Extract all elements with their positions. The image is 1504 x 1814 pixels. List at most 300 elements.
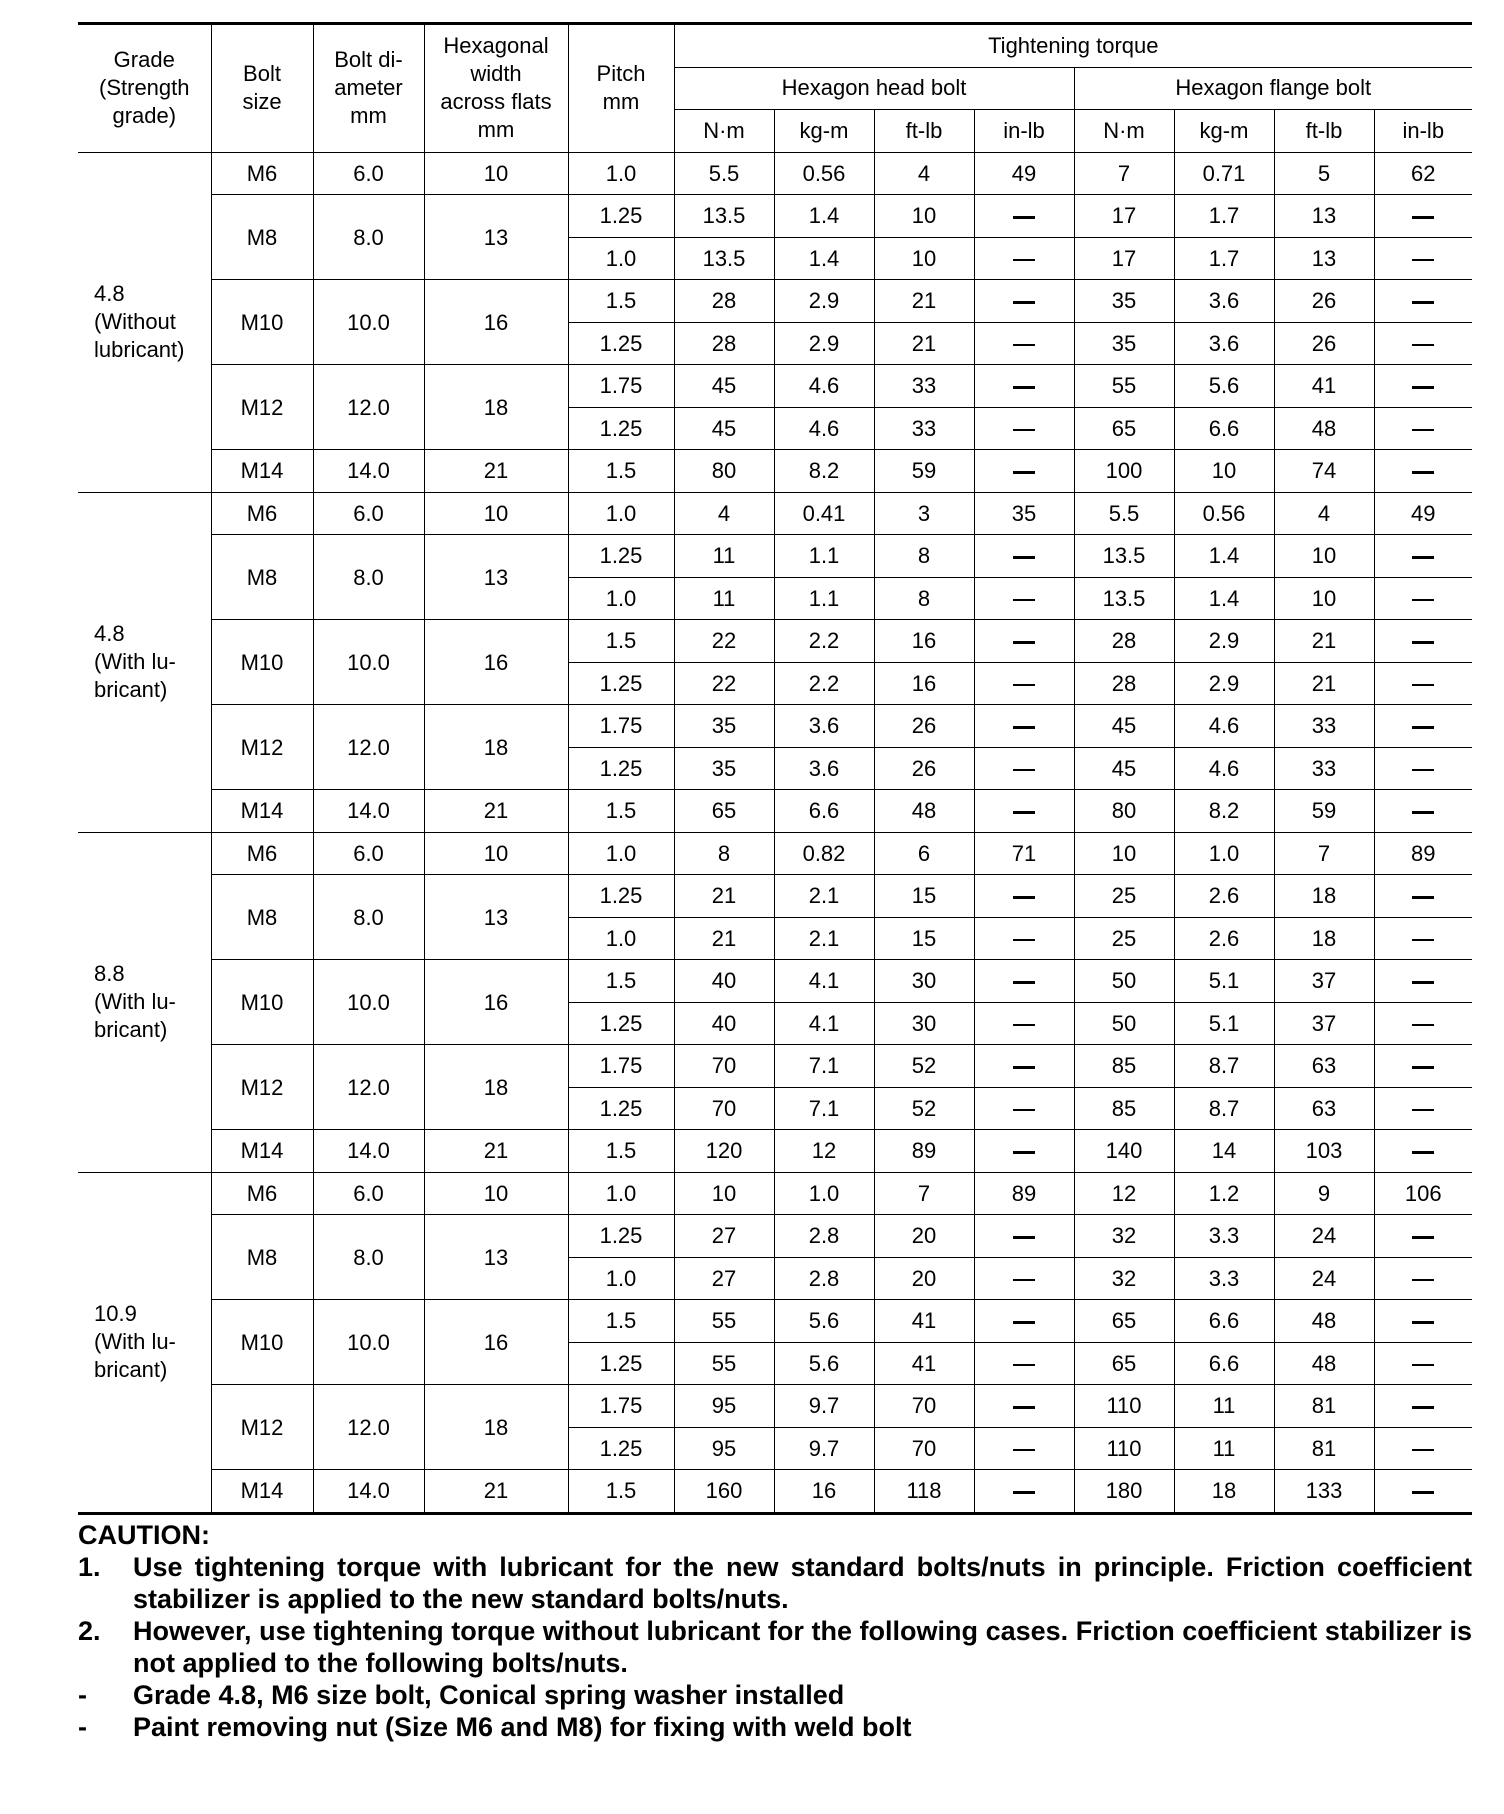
dash-mark xyxy=(1412,1449,1434,1450)
caution-item xyxy=(78,1679,1472,1711)
torque-flange-inlb-cell xyxy=(1374,237,1472,280)
torque-head-ftlb-cell: 30 xyxy=(874,960,974,1003)
dash-mark xyxy=(1013,1449,1035,1450)
torque-flange-ftlb-cell: 13 xyxy=(1274,237,1374,280)
torque-flange-inlb-cell xyxy=(1374,280,1472,323)
torque-flange-kgm-cell: 1.4 xyxy=(1174,577,1274,620)
bolt-size-cell: M10 xyxy=(211,1300,313,1385)
torque-flange-inlb-cell: 62 xyxy=(1374,152,1472,195)
bolt-diameter-cell: 14.0 xyxy=(313,790,424,833)
hex-width-cell: 18 xyxy=(424,365,568,450)
torque-flange-ftlb-cell: 48 xyxy=(1274,1300,1374,1343)
dash-mark xyxy=(1013,471,1035,474)
hex-width-cell: 16 xyxy=(424,960,568,1045)
dash-mark xyxy=(1412,641,1434,644)
torque-document xyxy=(78,22,1472,1743)
torque-flange-nm-cell: 32 xyxy=(1074,1215,1174,1258)
torque-flange-kgm-cell: 5.1 xyxy=(1174,960,1274,1003)
torque-head-inlb-cell xyxy=(974,1385,1074,1428)
header-bolt-size: Bolt size xyxy=(211,24,313,153)
torque-flange-inlb-cell xyxy=(1374,705,1472,748)
bolt-diameter-cell: 6.0 xyxy=(313,492,424,535)
table-row xyxy=(78,1045,1472,1088)
torque-flange-ftlb-cell: 41 xyxy=(1274,365,1374,408)
pitch-cell: 1.25 xyxy=(568,747,674,790)
torque-flange-nm-cell: 110 xyxy=(1074,1385,1174,1428)
torque-flange-nm-cell: 5.5 xyxy=(1074,492,1174,535)
dash-mark xyxy=(1412,216,1434,219)
torque-flange-inlb-cell xyxy=(1374,917,1472,960)
bolt-size-cell: M14 xyxy=(211,1130,313,1173)
torque-flange-nm-cell: 85 xyxy=(1074,1045,1174,1088)
torque-flange-inlb-cell xyxy=(1374,577,1472,620)
pitch-cell: 1.5 xyxy=(568,1300,674,1343)
dash-mark xyxy=(1412,1236,1434,1239)
torque-head-nm-cell: 11 xyxy=(674,577,774,620)
pitch-cell: 1.25 xyxy=(568,662,674,705)
torque-head-inlb-cell xyxy=(974,535,1074,578)
torque-flange-ftlb-cell: 21 xyxy=(1274,662,1374,705)
torque-head-nm-cell: 35 xyxy=(674,747,774,790)
caution-item-text: Grade 4.8, M6 size bolt, Conical spring washer installed xyxy=(133,1679,845,1710)
table-row xyxy=(78,1385,1472,1428)
dash-mark xyxy=(1412,811,1434,814)
torque-flange-kgm-cell: 18 xyxy=(1174,1470,1274,1514)
dash-mark xyxy=(1412,1406,1434,1409)
torque-head-inlb-cell xyxy=(974,195,1074,238)
torque-flange-kgm-cell: 1.2 xyxy=(1174,1172,1274,1215)
dash-mark xyxy=(1412,429,1434,430)
torque-flange-inlb-cell xyxy=(1374,790,1472,833)
hex-width-cell: 10 xyxy=(424,1172,568,1215)
torque-flange-ftlb-cell: 9 xyxy=(1274,1172,1374,1215)
pitch-cell: 1.75 xyxy=(568,1045,674,1088)
hex-width-cell: 21 xyxy=(424,450,568,493)
torque-head-ftlb-cell: 8 xyxy=(874,535,974,578)
caution-item xyxy=(78,1551,1472,1615)
torque-head-nm-cell: 70 xyxy=(674,1045,774,1088)
tightening-torque-table xyxy=(78,22,1472,1515)
table-row xyxy=(78,1172,1472,1215)
pitch-cell: 1.0 xyxy=(568,152,674,195)
unit-head-kgm: kg-m xyxy=(774,110,874,153)
dash-mark xyxy=(1412,1491,1434,1494)
torque-flange-nm-cell: 100 xyxy=(1074,450,1174,493)
torque-head-ftlb-cell: 52 xyxy=(874,1045,974,1088)
torque-head-inlb-cell xyxy=(974,1215,1074,1258)
torque-flange-inlb-cell xyxy=(1374,1045,1472,1088)
bolt-size-cell: M6 xyxy=(211,492,313,535)
pitch-cell: 1.5 xyxy=(568,1130,674,1173)
torque-head-nm-cell: 28 xyxy=(674,280,774,323)
torque-flange-inlb-cell xyxy=(1374,407,1472,450)
torque-flange-ftlb-cell: 10 xyxy=(1274,577,1374,620)
torque-head-kgm-cell: 2.9 xyxy=(774,280,874,323)
pitch-cell: 1.0 xyxy=(568,237,674,280)
bolt-diameter-cell: 8.0 xyxy=(313,1215,424,1300)
torque-flange-inlb-cell: 89 xyxy=(1374,832,1472,875)
torque-head-kgm-cell: 2.1 xyxy=(774,875,874,918)
hex-width-cell: 21 xyxy=(424,1130,568,1173)
torque-head-inlb-cell xyxy=(974,1045,1074,1088)
dash-mark xyxy=(1412,1364,1434,1365)
pitch-cell: 1.25 xyxy=(568,1087,674,1130)
pitch-cell: 1.5 xyxy=(568,620,674,663)
caution-item-marker: 1. xyxy=(78,1551,101,1582)
torque-head-inlb-cell xyxy=(974,747,1074,790)
dash-mark xyxy=(1013,1024,1035,1025)
torque-flange-kgm-cell: 2.6 xyxy=(1174,917,1274,960)
torque-flange-inlb-cell xyxy=(1374,1002,1472,1045)
torque-head-ftlb-cell: 33 xyxy=(874,365,974,408)
pitch-cell: 1.5 xyxy=(568,960,674,1003)
hex-width-cell: 21 xyxy=(424,790,568,833)
torque-head-ftlb-cell: 15 xyxy=(874,917,974,960)
bolt-diameter-cell: 8.0 xyxy=(313,195,424,280)
torque-head-ftlb-cell: 89 xyxy=(874,1130,974,1173)
torque-head-inlb-cell xyxy=(974,237,1074,280)
unit-head-ftlb: ft-lb xyxy=(874,110,974,153)
torque-head-nm-cell: 55 xyxy=(674,1300,774,1343)
torque-flange-nm-cell: 80 xyxy=(1074,790,1174,833)
torque-flange-kgm-cell: 6.6 xyxy=(1174,1342,1274,1385)
dash-mark xyxy=(1013,896,1035,899)
pitch-cell: 1.75 xyxy=(568,705,674,748)
table-row xyxy=(78,875,1472,918)
torque-flange-kgm-cell: 8.2 xyxy=(1174,790,1274,833)
bolt-diameter-cell: 8.0 xyxy=(313,535,424,620)
torque-flange-inlb-cell xyxy=(1374,1130,1472,1173)
bolt-size-cell: M6 xyxy=(211,1172,313,1215)
torque-flange-ftlb-cell: 18 xyxy=(1274,875,1374,918)
torque-head-kgm-cell: 9.7 xyxy=(774,1385,874,1428)
bolt-size-cell: M14 xyxy=(211,1470,313,1514)
torque-head-ftlb-cell: 41 xyxy=(874,1342,974,1385)
torque-flange-nm-cell: 180 xyxy=(1074,1470,1174,1514)
torque-flange-ftlb-cell: 33 xyxy=(1274,705,1374,748)
torque-head-nm-cell: 160 xyxy=(674,1470,774,1514)
torque-head-kgm-cell: 6.6 xyxy=(774,790,874,833)
torque-head-inlb-cell: 71 xyxy=(974,832,1074,875)
table-row xyxy=(78,790,1472,833)
torque-head-kgm-cell: 5.6 xyxy=(774,1300,874,1343)
dash-mark xyxy=(1013,684,1035,685)
dash-mark xyxy=(1013,599,1035,600)
torque-flange-ftlb-cell: 5 xyxy=(1274,152,1374,195)
table-row xyxy=(78,365,1472,408)
table-row xyxy=(78,535,1472,578)
torque-head-inlb-cell xyxy=(974,1257,1074,1300)
dash-mark xyxy=(1013,301,1035,304)
torque-head-nm-cell: 13.5 xyxy=(674,195,774,238)
torque-flange-kgm-cell: 5.1 xyxy=(1174,1002,1274,1045)
unit-head-inlb: in-lb xyxy=(974,110,1074,153)
table-body xyxy=(78,152,1472,1513)
pitch-cell: 1.25 xyxy=(568,1002,674,1045)
bolt-diameter-cell: 12.0 xyxy=(313,1045,424,1130)
table-row xyxy=(78,1300,1472,1343)
torque-head-nm-cell: 4 xyxy=(674,492,774,535)
torque-flange-nm-cell: 45 xyxy=(1074,705,1174,748)
torque-head-inlb-cell xyxy=(974,577,1074,620)
torque-flange-nm-cell: 35 xyxy=(1074,322,1174,365)
torque-flange-kgm-cell: 1.0 xyxy=(1174,832,1274,875)
torque-head-nm-cell: 8 xyxy=(674,832,774,875)
pitch-cell: 1.5 xyxy=(568,450,674,493)
torque-flange-kgm-cell: 3.3 xyxy=(1174,1257,1274,1300)
pitch-cell: 1.0 xyxy=(568,1257,674,1300)
torque-head-ftlb-cell: 20 xyxy=(874,1257,974,1300)
torque-head-kgm-cell: 8.2 xyxy=(774,450,874,493)
torque-flange-inlb-cell xyxy=(1374,960,1472,1003)
torque-flange-inlb-cell xyxy=(1374,365,1472,408)
torque-head-nm-cell: 22 xyxy=(674,662,774,705)
table-row xyxy=(78,705,1472,748)
torque-head-nm-cell: 55 xyxy=(674,1342,774,1385)
torque-head-ftlb-cell: 26 xyxy=(874,705,974,748)
torque-head-ftlb-cell: 15 xyxy=(874,875,974,918)
torque-flange-inlb-cell: 49 xyxy=(1374,492,1472,535)
unit-flange-inlb: in-lb xyxy=(1374,110,1472,153)
caution-item-marker: - xyxy=(78,1679,87,1710)
unit-flange-nm: N·m xyxy=(1074,110,1174,153)
torque-head-kgm-cell: 2.9 xyxy=(774,322,874,365)
dash-mark xyxy=(1412,684,1434,685)
torque-flange-ftlb-cell: 10 xyxy=(1274,535,1374,578)
pitch-cell: 1.5 xyxy=(568,1470,674,1514)
table-row xyxy=(78,492,1472,535)
torque-head-ftlb-cell: 70 xyxy=(874,1385,974,1428)
header-pitch: Pitch mm xyxy=(568,24,674,153)
hex-width-cell: 21 xyxy=(424,1470,568,1514)
torque-head-nm-cell: 21 xyxy=(674,917,774,960)
table-row xyxy=(78,960,1472,1003)
torque-flange-ftlb-cell: 59 xyxy=(1274,790,1374,833)
bolt-diameter-cell: 10.0 xyxy=(313,1300,424,1385)
dash-mark xyxy=(1412,1279,1434,1280)
dash-mark xyxy=(1013,1236,1035,1239)
dash-mark xyxy=(1013,981,1035,984)
torque-head-kgm-cell: 1.4 xyxy=(774,195,874,238)
torque-head-nm-cell: 70 xyxy=(674,1087,774,1130)
hex-width-cell: 18 xyxy=(424,705,568,790)
hex-width-cell: 16 xyxy=(424,620,568,705)
torque-head-kgm-cell: 1.0 xyxy=(774,1172,874,1215)
torque-head-nm-cell: 45 xyxy=(674,365,774,408)
torque-flange-ftlb-cell: 63 xyxy=(1274,1045,1374,1088)
grade-cell: 4.8 (Without lubricant) xyxy=(78,152,211,492)
torque-head-nm-cell: 95 xyxy=(674,1427,774,1470)
torque-flange-kgm-cell: 2.6 xyxy=(1174,875,1274,918)
torque-head-inlb-cell xyxy=(974,960,1074,1003)
torque-head-ftlb-cell: 4 xyxy=(874,152,974,195)
header-bolt-diameter: Bolt di- ameter mm xyxy=(313,24,424,153)
torque-head-nm-cell: 22 xyxy=(674,620,774,663)
pitch-cell: 1.25 xyxy=(568,875,674,918)
dash-mark xyxy=(1013,556,1035,559)
caution-item-marker: - xyxy=(78,1711,87,1742)
torque-head-kgm-cell: 2.2 xyxy=(774,620,874,663)
torque-flange-inlb-cell xyxy=(1374,1257,1472,1300)
torque-flange-kgm-cell: 4.6 xyxy=(1174,705,1274,748)
torque-flange-nm-cell: 32 xyxy=(1074,1257,1174,1300)
table-row xyxy=(78,1215,1472,1258)
torque-flange-ftlb-cell: 33 xyxy=(1274,747,1374,790)
torque-flange-ftlb-cell: 81 xyxy=(1274,1385,1374,1428)
torque-flange-ftlb-cell: 4 xyxy=(1274,492,1374,535)
bolt-diameter-cell: 14.0 xyxy=(313,1470,424,1514)
torque-head-kgm-cell: 1.1 xyxy=(774,535,874,578)
torque-head-nm-cell: 40 xyxy=(674,1002,774,1045)
torque-head-inlb-cell xyxy=(974,322,1074,365)
dash-mark xyxy=(1412,386,1434,389)
torque-flange-nm-cell: 85 xyxy=(1074,1087,1174,1130)
hex-width-cell: 10 xyxy=(424,152,568,195)
torque-flange-ftlb-cell: 13 xyxy=(1274,195,1374,238)
dash-mark xyxy=(1013,1151,1035,1154)
pitch-cell: 1.75 xyxy=(568,365,674,408)
header-hexagon-head-bolt: Hexagon head bolt xyxy=(674,67,1074,110)
torque-head-nm-cell: 35 xyxy=(674,705,774,748)
caution-block xyxy=(78,1519,1472,1743)
torque-head-ftlb-cell: 26 xyxy=(874,747,974,790)
torque-head-ftlb-cell: 41 xyxy=(874,1300,974,1343)
torque-flange-nm-cell: 28 xyxy=(1074,620,1174,663)
torque-flange-nm-cell: 25 xyxy=(1074,875,1174,918)
torque-head-ftlb-cell: 20 xyxy=(874,1215,974,1258)
pitch-cell: 1.5 xyxy=(568,790,674,833)
dash-mark xyxy=(1412,726,1434,729)
torque-head-ftlb-cell: 48 xyxy=(874,790,974,833)
pitch-cell: 1.25 xyxy=(568,322,674,365)
torque-head-nm-cell: 28 xyxy=(674,322,774,365)
torque-flange-inlb-cell xyxy=(1374,450,1472,493)
pitch-cell: 1.0 xyxy=(568,577,674,620)
pitch-cell: 1.0 xyxy=(568,832,674,875)
hex-width-cell: 10 xyxy=(424,492,568,535)
torque-flange-nm-cell: 7 xyxy=(1074,152,1174,195)
unit-head-nm: N·m xyxy=(674,110,774,153)
bolt-diameter-cell: 12.0 xyxy=(313,705,424,790)
dash-mark xyxy=(1412,1066,1434,1069)
dash-mark xyxy=(1013,344,1035,345)
torque-head-inlb-cell xyxy=(974,1427,1074,1470)
dash-mark xyxy=(1412,344,1434,345)
torque-head-kgm-cell: 1.1 xyxy=(774,577,874,620)
torque-head-inlb-cell xyxy=(974,407,1074,450)
pitch-cell: 1.25 xyxy=(568,195,674,238)
header-grade: Grade (Strength grade) xyxy=(78,24,211,153)
torque-head-ftlb-cell: 10 xyxy=(874,195,974,238)
dash-mark xyxy=(1412,769,1434,770)
torque-head-inlb-cell xyxy=(974,280,1074,323)
torque-head-ftlb-cell: 16 xyxy=(874,662,974,705)
dash-mark xyxy=(1013,769,1035,770)
torque-flange-ftlb-cell: 37 xyxy=(1274,960,1374,1003)
torque-head-ftlb-cell: 21 xyxy=(874,322,974,365)
torque-flange-inlb-cell xyxy=(1374,662,1472,705)
torque-head-kgm-cell: 3.6 xyxy=(774,747,874,790)
torque-head-ftlb-cell: 10 xyxy=(874,237,974,280)
dash-mark xyxy=(1412,1321,1434,1324)
caution-item-text: Use tightening torque with lubricant for the new standard bolts/nuts in principle. Friction coefficient stabilizer is applied to the new standard bolts/nuts. xyxy=(133,1551,1472,1614)
torque-flange-inlb-cell xyxy=(1374,1215,1472,1258)
torque-flange-kgm-cell: 1.4 xyxy=(1174,535,1274,578)
torque-head-ftlb-cell: 3 xyxy=(874,492,974,535)
dash-mark xyxy=(1412,599,1434,600)
torque-flange-inlb-cell xyxy=(1374,195,1472,238)
bolt-size-cell: M12 xyxy=(211,1045,313,1130)
torque-head-inlb-cell xyxy=(974,917,1074,960)
torque-head-kgm-cell: 0.56 xyxy=(774,152,874,195)
header-hexagon-flange-bolt: Hexagon flange bolt xyxy=(1074,67,1472,110)
torque-head-kgm-cell: 4.6 xyxy=(774,407,874,450)
torque-head-kgm-cell: 7.1 xyxy=(774,1045,874,1088)
bolt-diameter-cell: 10.0 xyxy=(313,620,424,705)
pitch-cell: 1.75 xyxy=(568,1385,674,1428)
dash-mark xyxy=(1013,641,1035,644)
torque-flange-nm-cell: 55 xyxy=(1074,365,1174,408)
torque-head-nm-cell: 27 xyxy=(674,1257,774,1300)
torque-flange-ftlb-cell: 7 xyxy=(1274,832,1374,875)
torque-head-inlb-cell xyxy=(974,790,1074,833)
hex-width-cell: 13 xyxy=(424,535,568,620)
dash-mark xyxy=(1412,471,1434,474)
dash-mark xyxy=(1412,1151,1434,1154)
torque-head-nm-cell: 80 xyxy=(674,450,774,493)
caution-item-text: However, use tightening torque without lubricant for the following cases. Friction coefficient stabilizer is not applied to the following bolts/nuts. xyxy=(133,1615,1472,1678)
bolt-size-cell: M6 xyxy=(211,152,313,195)
bolt-size-cell: M14 xyxy=(211,790,313,833)
torque-flange-kgm-cell: 6.6 xyxy=(1174,1300,1274,1343)
torque-flange-kgm-cell: 4.6 xyxy=(1174,747,1274,790)
torque-flange-nm-cell: 25 xyxy=(1074,917,1174,960)
hex-width-cell: 13 xyxy=(424,875,568,960)
torque-flange-kgm-cell: 2.9 xyxy=(1174,620,1274,663)
hex-width-cell: 18 xyxy=(424,1385,568,1470)
dash-mark xyxy=(1013,1321,1035,1324)
dash-mark xyxy=(1013,1406,1035,1409)
pitch-cell: 1.25 xyxy=(568,1215,674,1258)
torque-head-nm-cell: 65 xyxy=(674,790,774,833)
bolt-diameter-cell: 10.0 xyxy=(313,280,424,365)
torque-flange-inlb-cell xyxy=(1374,535,1472,578)
bolt-size-cell: M10 xyxy=(211,280,313,365)
torque-flange-kgm-cell: 3.6 xyxy=(1174,280,1274,323)
torque-flange-kgm-cell: 11 xyxy=(1174,1427,1274,1470)
bolt-size-cell: M8 xyxy=(211,875,313,960)
dash-mark xyxy=(1412,1024,1434,1025)
torque-flange-nm-cell: 50 xyxy=(1074,1002,1174,1045)
table-row xyxy=(78,195,1472,238)
hex-width-cell: 16 xyxy=(424,280,568,365)
torque-head-kgm-cell: 4.1 xyxy=(774,1002,874,1045)
torque-head-nm-cell: 5.5 xyxy=(674,152,774,195)
pitch-cell: 1.25 xyxy=(568,535,674,578)
torque-flange-kgm-cell: 8.7 xyxy=(1174,1087,1274,1130)
torque-flange-nm-cell: 12 xyxy=(1074,1172,1174,1215)
torque-head-kgm-cell: 4.1 xyxy=(774,960,874,1003)
table-row xyxy=(78,832,1472,875)
hex-width-cell: 16 xyxy=(424,1300,568,1385)
torque-flange-ftlb-cell: 133 xyxy=(1274,1470,1374,1514)
torque-flange-inlb-cell: 106 xyxy=(1374,1172,1472,1215)
torque-head-inlb-cell xyxy=(974,1300,1074,1343)
torque-flange-inlb-cell xyxy=(1374,620,1472,663)
torque-flange-nm-cell: 50 xyxy=(1074,960,1174,1003)
torque-head-ftlb-cell: 30 xyxy=(874,1002,974,1045)
torque-flange-nm-cell: 45 xyxy=(1074,747,1174,790)
